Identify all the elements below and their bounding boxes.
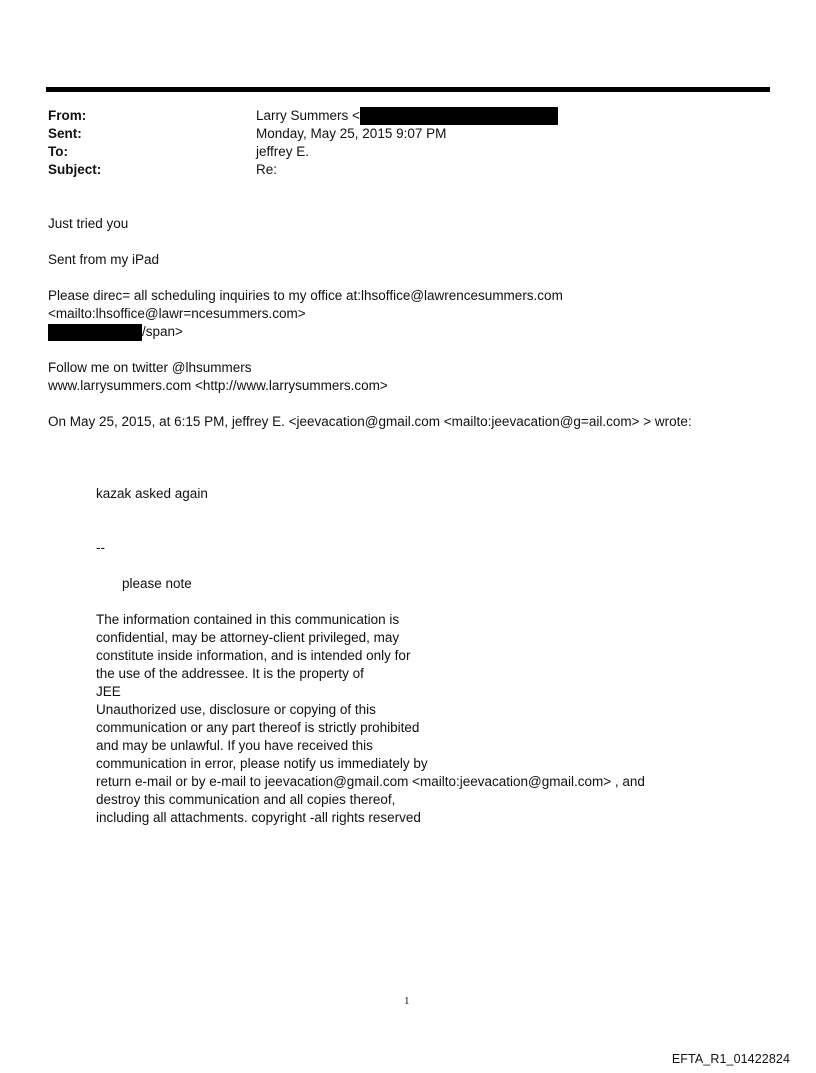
disclaimer-line: constitute inside information, and is intended only for bbox=[96, 648, 411, 663]
header-subject-row bbox=[48, 161, 748, 179]
disclaimer-line: and may be unlawful. If you have received this bbox=[96, 738, 373, 753]
signature-separator: -- bbox=[96, 540, 105, 555]
subject-value: Re: bbox=[256, 162, 278, 177]
please-note: please note bbox=[122, 576, 192, 591]
sent-value: Monday, May 25, 2015 9:07 PM bbox=[256, 126, 447, 141]
disclaimer-line: Unauthorized use, disclosure or copying of this bbox=[96, 702, 376, 717]
redaction-block bbox=[360, 107, 558, 125]
redaction-tail-text: /span> bbox=[142, 324, 183, 339]
disclaimer-line: destroy this communication and all copies thereof, bbox=[96, 792, 396, 807]
from-sender: Larry Summers < bbox=[256, 108, 360, 123]
header-from-row bbox=[48, 107, 748, 125]
from-value bbox=[256, 107, 558, 125]
body-line: Just tried you bbox=[48, 216, 129, 231]
disclaimer-line: communication in error, please notify us immediately by bbox=[96, 756, 428, 771]
body-line: Please direc= all scheduling inquiries to my office at:lhsoffice@lawrencesummers.com bbox=[48, 288, 563, 303]
disclaimer-line: return e-mail or by e-mail to jeevacation@gmail.com <mailto:jeevacation@gmail.com> , and bbox=[96, 774, 645, 789]
header-to-row bbox=[48, 143, 748, 161]
disclaimer-line: the use of the addressee. It is the property of bbox=[96, 666, 364, 681]
body-line: Sent from my iPad bbox=[48, 252, 160, 267]
to-value: jeffrey E. bbox=[256, 144, 310, 159]
body-line-redacted bbox=[48, 323, 183, 341]
to-label: To: bbox=[48, 144, 68, 159]
top-rule bbox=[46, 87, 770, 92]
page-number: 1 bbox=[404, 995, 410, 1007]
header-sent-row bbox=[48, 125, 748, 143]
disclaimer-line: JEE bbox=[96, 684, 121, 699]
quoted-line: kazak asked again bbox=[96, 486, 208, 501]
disclaimer-line: The information contained in this communication is bbox=[96, 612, 400, 627]
disclaimer-line: confidential, may be attorney-client privileged, may bbox=[96, 630, 400, 645]
body-line: www.larrysummers.com <http://www.larrysummers.com> bbox=[48, 378, 388, 393]
body-line: <mailto:lhsoffice@lawr=ncesummers.com> bbox=[48, 306, 306, 321]
bates-number: EFTA_R1_01422824 bbox=[671, 1052, 790, 1066]
subject-label: Subject: bbox=[48, 162, 102, 177]
redaction-block bbox=[48, 324, 142, 341]
quote-attribution: On May 25, 2015, at 6:15 PM, jeffrey E. <jeevacation@gmail.com <mailto:jeevacation@g=ail.com> > wrote: bbox=[48, 414, 692, 429]
disclaimer-line: including all attachments. copyright -all rights reserved bbox=[96, 810, 421, 825]
from-label: From: bbox=[48, 108, 87, 123]
body-line: Follow me on twitter @lhsummers bbox=[48, 360, 252, 375]
sent-label: Sent: bbox=[48, 126, 82, 141]
disclaimer-line: communication or any part thereof is strictly prohibited bbox=[96, 720, 420, 735]
